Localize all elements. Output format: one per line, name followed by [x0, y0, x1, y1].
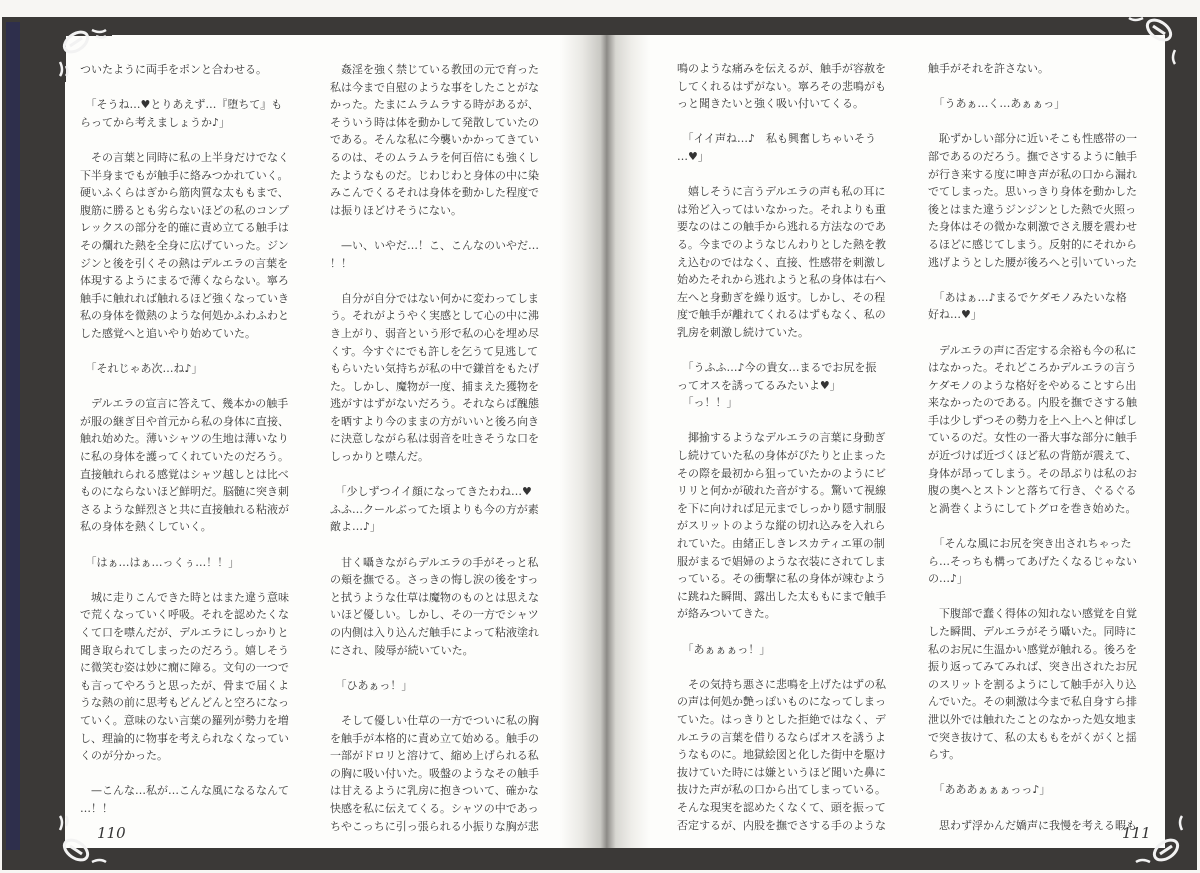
text-line: し続けていた私の身体がぴたりと止まった [677, 449, 886, 463]
text-line: 来なかったのである。内股を撫でさする触 [928, 396, 1137, 410]
text-line [677, 113, 886, 131]
text-line: 聞き取られてしまったのだろう。嬉しそう [80, 643, 289, 657]
text-line: 嬉しそうに言うデルエラの声も私の耳に [677, 185, 886, 199]
text-line: してくれるはずがない。寧ろその悲鳴がも [677, 79, 886, 93]
text-line: た身体はその微かな刺激でさえ腰を震わせ [928, 220, 1137, 234]
text-line [80, 131, 289, 149]
text-line: した瞬間、デルエラがそう囁いた。同時に [928, 625, 1137, 638]
text-line: 体現するようにまるで薄くならない。寧ろ [80, 274, 289, 288]
text-line: 度で触手が離れてくれるはずもなく、私の [677, 308, 886, 322]
text-line: そういう時は体を動かして発散していたの [330, 115, 539, 129]
text-line: 思わず浮かんだ嬌声に我慢を考える暇も [928, 818, 1137, 832]
text-line: その爛れた熱を全身に広げていった。ジン [80, 238, 289, 252]
page-110-column-1 [80, 61, 289, 818]
text-line: 快感を私に伝えてくる。シャツの中であっ [330, 801, 539, 815]
text-line: でてしまった。思いっきり身体を動かした [928, 185, 1137, 199]
text-line: で荒くなっていく呼吸。それを認めたくな [80, 608, 289, 622]
text-line: デルエラの宣言に答えて、幾本かの触手 [80, 397, 289, 411]
text-line: 部であるのだろう。撫でさするように触手 [928, 149, 1137, 163]
text-line [928, 799, 1137, 817]
text-line: 腹筋に勝るとも劣らないほどの私のコンプ [80, 203, 289, 217]
text-line: の内側は入り込んだ触手によって粘液塗れ [330, 626, 539, 639]
text-line [928, 271, 1137, 289]
text-line: ！！ [330, 256, 352, 270]
text-line: 「あぁぁぁっ！」 [677, 642, 771, 656]
text-line: 乳房を刺激し続けていた。 [677, 325, 809, 339]
text-line: た。しかし、魔物が一度、捕まえた獲物を [330, 379, 539, 393]
text-line: 抜けていた時には嫌というほど聞いた鼻に [677, 765, 886, 779]
text-line: んでいた。その刺激は今まで私自身すら排 [928, 695, 1137, 709]
text-line: ちやこっちに引っ張られる小振りな胸が悲 [330, 819, 539, 833]
book-spine-edge [6, 22, 20, 850]
text-line: は殆ど入ってはいなかった。それよりも重 [677, 202, 886, 216]
text-line: した感覚へと追いやり始めていた。 [80, 326, 256, 340]
text-line: ケダモノのような格好をやめることすら出 [928, 378, 1137, 392]
text-line: ていた。はっきりとした拒絶ではなく、デ [677, 712, 886, 726]
text-line: が近づけば近づくほど私の背筋が震えて、 [928, 449, 1137, 463]
text-line: 「うふふ…♪今の貴女…まるでお尻を振 [677, 361, 877, 375]
page-110-column-2 [330, 61, 539, 835]
text-line: ものにならないほど鮮明だ。脳髄に突き刺 [80, 485, 289, 499]
page-111-column-2 [928, 60, 1137, 834]
text-line: 城に走りこんできた時とはまた違う意味 [80, 590, 289, 604]
text-line [80, 343, 289, 361]
text-line: 服がまるで娼婦のような衣装にされてしま [677, 554, 886, 568]
text-line: そして優しい仕草の一方でついに私の胸 [330, 713, 539, 727]
text-line: らす。 [928, 748, 961, 762]
text-line: 振り返ってみてみれば、突き出されたお尻 [928, 660, 1137, 674]
text-line [80, 79, 289, 97]
text-line [928, 517, 1137, 535]
text-line: の…♪」 [928, 572, 969, 586]
text-line: さるような鮮烈さと共に直接触れる粘液が [80, 502, 289, 516]
text-line: そんな現実を認めたくなくて、頭を振って [677, 800, 886, 814]
text-line: ていく。意味のない言葉の羅列が勢力を増 [80, 713, 289, 727]
text-line: くのが分かった。 [80, 749, 168, 763]
text-line: いほど優しい。しかし、その一方でシャツ [330, 608, 539, 622]
text-line: ついたように両手をポンと合わせる。 [80, 63, 267, 76]
text-line: デルエラの声に否定する余裕も今の私に [928, 343, 1137, 357]
text-line [928, 588, 1137, 606]
text-line: るのは、そのムラムラを何百倍にも強くし [330, 150, 539, 164]
text-line: が絡みついてきた。 [677, 607, 776, 621]
text-line: ふふ…クールぶってた頃よりも今の方が素 [330, 502, 539, 516]
text-line: 一部がドロリと溶けて、縮め上げられる私 [330, 749, 539, 763]
page-number-111: 111 [1122, 824, 1151, 842]
text-line: —こんな…私が…こんな風になるなんて [80, 784, 289, 798]
text-line: ているのだ。女性の一番大事な部分に触手 [928, 431, 1137, 445]
text-line: 下半身までもが触手に絡みつかれていく。 [80, 168, 289, 182]
text-line: 鳴のような痛みを伝えるが、触手が容赦を [677, 62, 886, 75]
text-line: っている。その衝撃に私の身体が竦むよう [677, 572, 886, 586]
text-line: う。それがようやく実感として心の中に沸 [330, 309, 539, 323]
text-line: レックスの部分を的確に責め立てる触手は [80, 221, 289, 235]
text-line: 泄以外では触れたことのなかった処女地ま [928, 712, 1137, 726]
text-line: その言葉と同時に私の上半身だけでなく [80, 150, 289, 164]
text-line: 好ね…♥」 [928, 308, 982, 322]
text-line: 手は少しずつその勢力を上へ上へと伸ばし [928, 413, 1137, 427]
text-line: の頬を撫でる。さっきの悔し涙の後をすっ [330, 573, 539, 587]
text-line: うなものに。地獄絵図と化した街中を駆け [677, 748, 886, 762]
text-line: っと聞きたいと強く吸い付いてくる。 [677, 97, 864, 111]
text-line: と拭うような仕草は魔物のものとは思えな [330, 590, 539, 604]
text-line: がスリットのような縦の切れ込みを入れら [677, 519, 886, 533]
text-line: 「っ！！」 [677, 396, 738, 410]
text-line [928, 764, 1137, 782]
text-line: を触手が本格的に責め立て始める。触手の [330, 731, 539, 745]
text-line [928, 324, 1137, 342]
text-line: 下腹部で蠢く得体の知れない感覚を自覚 [928, 607, 1137, 621]
book-gutter [560, 35, 650, 848]
text-line: しっかりと噤んだ。 [330, 450, 429, 464]
text-line: リリと何かが破れた音がする。驚いて視線 [677, 484, 886, 498]
text-line: ら…そっちも構ってあげたくなるじゃない [928, 554, 1137, 568]
text-line: 硬いふくらはぎから筋肉質な太ももまで、 [80, 186, 289, 200]
text-line: 自分が自分ではない何かに変わってしま [330, 291, 539, 305]
text-line [330, 659, 539, 677]
text-line: 身体が昂ってしまう。その昂ぶりは私のお [928, 466, 1137, 480]
page-number-110: 110 [97, 824, 126, 842]
text-line: き上がり、弱音という形で私の心を埋め尽 [330, 326, 539, 340]
text-line: にされ、陵辱が続いていた。 [330, 643, 474, 657]
text-line: …！！ [80, 801, 113, 815]
text-line: のスリットを割るようにして触手が入り込 [928, 677, 1137, 691]
text-line: の胸に吸い付いた。吸盤のようなその触手 [330, 766, 539, 780]
text-line [330, 219, 539, 237]
text-line: 始めたそれから逃れようと私の身体は右へ [677, 273, 886, 287]
text-line: ルエラの言葉を借りるならばオスを誘うよ [677, 730, 886, 744]
text-line: 「うあぁ…く…あぁぁっ」 [928, 97, 1066, 111]
text-line: は甘えるように乳房に抱きついて、確かな [330, 784, 539, 798]
text-line: くて口を噤んだが、デルエラにしっかりと [80, 626, 289, 639]
text-line: を晒すより今のままの方がいいと後ろ向き [330, 414, 539, 428]
text-line: はなかった。それどころかデルエラの言う [928, 361, 1137, 375]
text-line: 「あああぁぁぁっっ♪」 [928, 783, 1051, 797]
text-line: 甘く囁きながらデルエラの手がそっと私 [330, 555, 539, 569]
text-line: ジンと後を引くその熱はデルエラの言葉を [80, 256, 289, 270]
text-line [928, 78, 1137, 96]
text-line: その際を最初から狙っていたかのようにビ [677, 466, 886, 480]
text-line: 揶揄するようなデルエラの言葉に身動ぎ [677, 431, 886, 445]
text-line: らってから考えましょうか♪」 [80, 115, 231, 129]
text-line: その気持ち悪さに悲鳴を上げたはずの私 [677, 677, 886, 691]
text-line: 触手に触れれば触れるほど強くなっていき [80, 291, 289, 305]
text-line: 直接触れられる感覚はシャツ越しとは比べ [80, 467, 289, 481]
text-line: 「ひあぁっ！」 [330, 678, 413, 692]
text-line: の声は何処か艶っぽいものになってしまっ [677, 695, 886, 709]
text-line: 後とはまた違うジンジンとした熱で火照っ [928, 202, 1137, 216]
text-line: え込むのではなく、直接、性感帯を刺激し [677, 255, 886, 269]
text-line [677, 623, 886, 641]
text-line: うな熱の前に思考もどんどんと空ろになっ [80, 696, 289, 710]
text-line: 「あはぁ…♪まるでケダモノみたいな格 [928, 290, 1127, 304]
page-111-column-1 [677, 60, 886, 834]
text-line: 「そうね…♥とりあえず…『堕ちて』も [80, 98, 283, 112]
text-line: る。今までのようなじんわりとした熱を教 [677, 237, 886, 251]
text-line: 「少しずつイイ顔になってきたわね…♥ [330, 485, 532, 499]
text-line [330, 466, 539, 484]
text-line [80, 378, 289, 396]
text-line: 要なのはこの触手から逃れる方法なのであ [677, 220, 886, 234]
text-line: が行き来する度に呻き声が私の口から漏れ [928, 167, 1137, 181]
text-line: が服の継ぎ目や首元から私の身体に直接、 [80, 414, 289, 428]
text-line [677, 342, 886, 360]
text-line: に跳ねた瞬間、露出した太ももにまで触手 [677, 589, 886, 603]
text-line [80, 536, 289, 554]
text-line: 抜けた声が私の口から出てしまっている。 [677, 783, 886, 797]
text-line [80, 571, 289, 589]
text-line: 姦淫を強く禁じている教団の元で育った [330, 63, 539, 76]
text-line: …♥」 [677, 149, 709, 163]
text-line: に微笑む姿は妙に癇に障る。文句の一つで [80, 661, 289, 675]
text-line: るほどに感じてしまう。反射的にそれから [928, 237, 1137, 251]
text-line [928, 113, 1137, 131]
text-line: 私の身体を微熱のような何処かふわふわと [80, 309, 289, 323]
text-line: である。そんな私に今襲いかかってきてい [330, 133, 539, 147]
text-line: 否定するが、内股を撫でさする手のような [677, 818, 886, 832]
text-line: くす。今すぐにでも許しを乞うて見逃して [330, 344, 539, 358]
text-line [330, 272, 539, 290]
text-line: かった。たまにムラムラする時があるが、 [330, 98, 539, 112]
text-line [677, 658, 886, 676]
text-line [677, 166, 886, 184]
text-line: も言ってやろうと思ったが、骨まで届くよ [80, 678, 289, 692]
text-line [677, 412, 886, 430]
text-line: 恥ずかしい部分に近いそこも性感帯の一 [928, 132, 1137, 146]
text-line: 「はぁ…はぁ…っくぅ…！！」 [80, 555, 240, 569]
text-line: 腹の奥へとストンと落ちて行き、ぐるぐる [928, 484, 1137, 498]
text-line: を下に向ければ足元までしっかり隠す制服 [677, 501, 886, 515]
text-line: 「それじゃあ次…ね♪」 [80, 362, 203, 376]
text-line [330, 536, 539, 554]
text-line: 左へと身動ぎを繰り返す。しかし、その程 [677, 290, 886, 304]
text-line: —い、いやだ…！こ、こんなのいやだ… [330, 238, 539, 252]
text-line: 逃げようとした腰が後ろへと引いていった [928, 255, 1137, 269]
text-line: もらいたい気持ちが私の中で鎌首をもたげ [330, 362, 539, 376]
text-line: 「イイ声ね…♪ 私も興奮しちゃいそう [677, 132, 876, 146]
text-line: 逃がすはずがないだろう。それならば醜態 [330, 397, 539, 411]
text-line: 私のお尻に生温かい感覚が触れる。後ろを [928, 642, 1137, 656]
text-line: に私の身体を護ってくれていたのだろう。 [80, 450, 289, 464]
text-line: で突き抜けて、私の太ももをがくがくと揺 [928, 730, 1137, 744]
text-line [80, 765, 289, 783]
text-line: 敵よ…♪」 [330, 520, 382, 534]
text-line: し、理論的に物事を考えられなくなってい [80, 731, 289, 745]
text-line: れていた。由緒正しきレスカティエ軍の制 [677, 537, 885, 551]
text-line: 私は今まで自慰のような事をしたことがな [330, 80, 539, 94]
text-line: 「そんな風にお尻を突き出されちゃった [928, 537, 1132, 551]
text-line: は振りほどけそうにない。 [330, 203, 462, 217]
text-line: ってオスを誘ってるみたいよ♥」 [677, 378, 841, 392]
text-line: 私の身体を熱くしていく。 [80, 520, 212, 534]
text-line [330, 694, 539, 712]
text-line: 触れ始めた。薄いシャツの生地は薄いなり [80, 432, 289, 446]
text-line: たようなものだ。じわじわと身体の中に染 [330, 168, 539, 182]
text-line: と渦巻くようにしてトグロを巻き始めた。 [928, 501, 1137, 515]
text-line: 触手がそれを許さない。 [928, 62, 1049, 75]
text-line: みこんでくるそれは身体を動かした程度で [330, 186, 539, 200]
text-line: に決意しながら私は弱音を吐きそうな口を [330, 432, 539, 446]
